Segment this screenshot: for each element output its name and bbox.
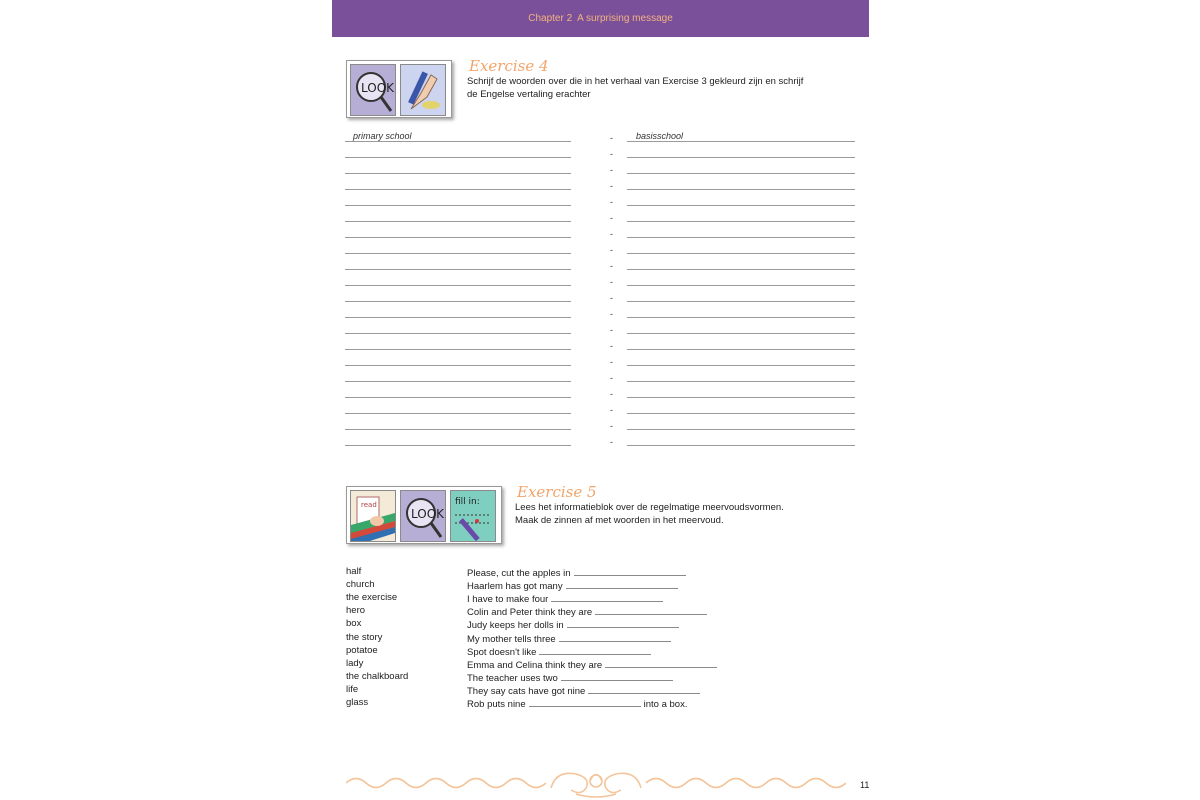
look-icon [350,64,396,116]
base-word: the story [346,631,383,643]
sentence-text: Colin and Peter think they are [467,607,593,619]
exercise-5-instruction-line-1: Lees het informatieblok over de regelmatige meervoudsvormen. [515,502,784,513]
separator-dash: - [610,325,613,335]
separator-dash: - [610,437,613,447]
separator-dash: - [610,277,613,287]
separator-dash: - [610,389,613,399]
exercise-4-title: Exercise 4 [469,57,549,75]
sentence-text: The teacher uses two [467,672,558,684]
answer-row[interactable] [345,430,855,446]
separator-dash: - [610,229,613,239]
example-english-word: primary school [353,131,412,141]
chapter-header [332,0,869,37]
answer-blank[interactable] [529,697,641,707]
read-icon [350,490,396,542]
sentence [467,579,678,592]
sentence-ending: into a box. [643,699,688,710]
answer-blank[interactable] [566,579,678,589]
write-icon [400,64,446,116]
separator-dash: - [610,245,613,255]
sentence-text: They say cats have got nine [467,685,586,697]
base-word: half [346,566,362,577]
answer-row[interactable] [345,190,855,206]
answer-row[interactable] [345,158,855,174]
answer-row[interactable] [345,238,855,254]
sentence-text: Emma and Celina think they are [467,659,603,671]
sentence [467,684,700,697]
base-word: life [346,683,359,695]
answer-blank[interactable] [588,684,700,694]
answer-row[interactable] [345,414,855,430]
look-icon-text: LOOK [411,507,445,521]
answer-row[interactable] [345,286,855,302]
base-word: the exercise [346,592,398,604]
exercise-4-icon-box [346,60,452,118]
example-dutch-word: basisschool [636,131,684,141]
answer-row[interactable] [345,398,855,414]
chapter-number: Chapter 2 [528,13,573,24]
exercise-4-instruction-line-1: Schrijf de woorden over die in het verhaal van Exercise 3 gekleurd zijn en schrijf [467,76,804,87]
sentence-text: Spot doesn't like [467,646,537,658]
separator-dash: - [610,405,613,415]
english-word-line[interactable] [345,445,571,446]
separator-dash: - [610,213,613,223]
base-word: box [346,618,362,630]
separator-dash: - [610,261,613,271]
sentence [467,605,707,618]
separator-dash: - [610,293,613,303]
separator-dash: - [610,133,613,143]
answer-blank[interactable] [567,618,679,628]
exercise-5-icon-box [346,486,502,544]
separator-dash: - [610,357,613,367]
sentence [467,566,686,579]
answer-row[interactable] [345,350,855,366]
exercise-4-instruction [467,75,803,101]
exercise-5-instruction [515,501,784,527]
base-word: glass [346,697,369,708]
answer-blank[interactable] [551,592,663,602]
answer-row[interactable] [345,254,855,270]
sentence [467,618,679,631]
answer-blank[interactable] [605,658,717,668]
page-number: 11 [860,780,870,790]
answer-row[interactable] [345,222,855,238]
exercise-5-title: Exercise 5 [517,483,597,501]
separator-dash: - [610,421,613,431]
sentence [467,592,663,605]
separator-dash: - [610,165,613,175]
fill-in-icon [450,490,496,542]
answer-row[interactable] [345,174,855,190]
answer-blank[interactable] [559,632,671,642]
separator-dash: - [610,149,613,159]
answer-row[interactable] [345,270,855,286]
sentence-text: Haarlem has got many [467,581,563,593]
sentence [467,645,651,658]
read-icon-text: read [361,501,377,509]
footer-ornament [346,766,846,800]
sentence [467,632,671,645]
answer-blank[interactable] [574,566,686,576]
separator-dash: - [610,341,613,351]
separator-dash: - [610,373,613,383]
sentence-text: My mother tells three [467,633,556,645]
answer-row[interactable] [345,206,855,222]
base-word: the chalkboard [346,670,409,682]
fill-in-icon-text: fill in: [455,497,480,507]
answer-row[interactable] [345,318,855,334]
answer-row[interactable] [345,334,855,350]
workbook-page [332,0,869,800]
answer-blank[interactable] [595,605,707,615]
sentence [467,697,687,710]
answer-row[interactable] [345,366,855,382]
answer-row[interactable] [345,126,855,142]
base-word: lady [346,657,364,669]
base-word: church [346,579,375,591]
answer-blank[interactable] [561,671,673,681]
chapter-title: A surprising message [577,13,673,24]
base-word: hero [346,605,366,617]
sentence-text: Rob puts nine [467,699,526,710]
sentence-text: Judy keeps her dolls in [467,620,564,632]
sentence-text: I have to make four [467,594,549,606]
exercise-4-instruction-line-2: de Engelse vertaling erachter [467,89,591,100]
base-word: potatoe [346,644,378,656]
answer-row[interactable] [345,302,855,318]
answer-row[interactable] [345,142,855,158]
sentence-text: Please, cut the apples in [467,568,571,579]
separator-dash: - [610,309,613,319]
exercise-5-instruction-line-2: Maak de zinnen af met woorden in het meervoud. [515,515,724,526]
sentence [467,658,717,671]
look-icon [400,490,446,542]
separator-dash: - [610,197,613,207]
look-icon-text: LOOK [361,81,395,95]
answer-row[interactable] [345,382,855,398]
answer-blank[interactable] [539,645,651,655]
dutch-translation-line[interactable] [627,445,855,446]
separator-dash: - [610,181,613,191]
sentence [467,671,673,684]
